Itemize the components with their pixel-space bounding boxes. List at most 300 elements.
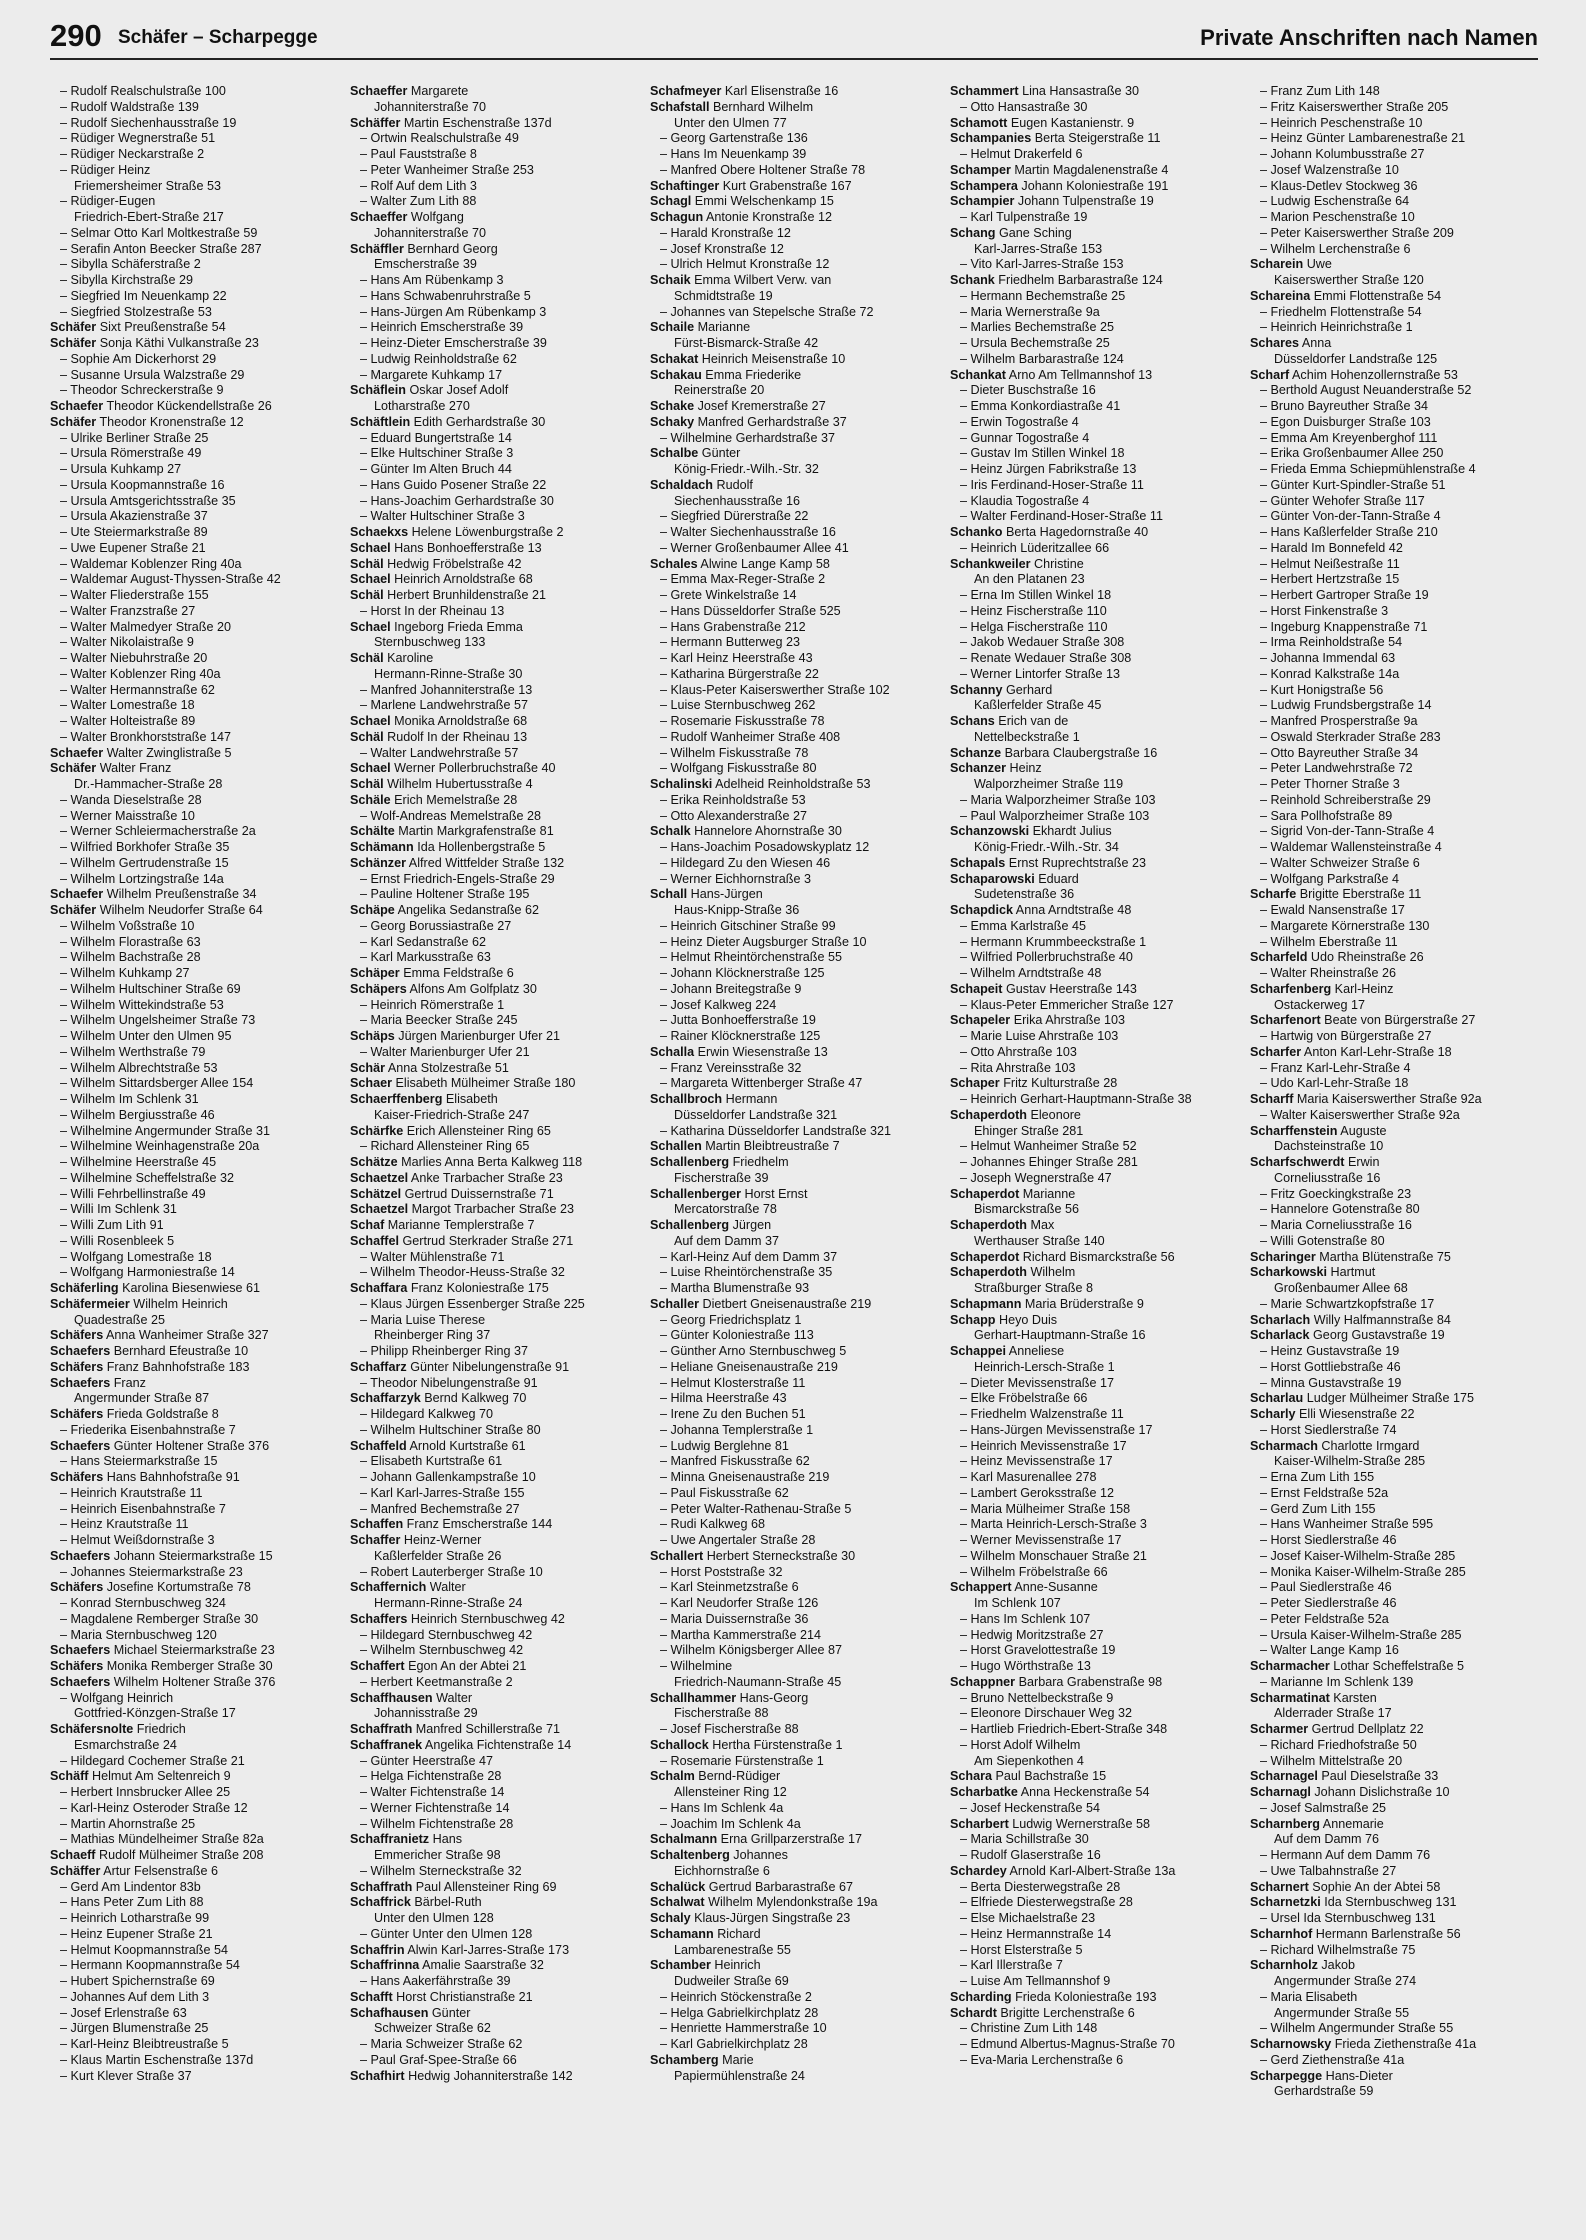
directory-entry: Quadestraße 25: [74, 1312, 166, 1327]
directory-entry: – Josef Erlenstraße 63: [60, 2005, 187, 2020]
directory-entry: [350, 761, 636, 777]
entry-surname: Schallenberg: [650, 1155, 730, 1169]
directory-entry: – Monika Kaiser-Wilhelm-Straße 285: [1260, 1564, 1466, 1579]
column-4: [950, 84, 1236, 2224]
directory-entry: – Hartwig von Bürgerstraße 27: [1260, 1029, 1432, 1043]
directory-entry: – Konrad Kalkstraße 14a: [1260, 666, 1400, 681]
directory-entry: – Wilhelm Arndtstraße 48: [960, 966, 1102, 980]
directory-entry: – Georg Friedrichsplatz 1: [660, 1312, 802, 1327]
directory-entry: – Wilhelm Angermunder Straße 55: [1260, 2021, 1454, 2036]
entry-details: Monika Arnoldstraße 68: [390, 714, 528, 728]
directory-entry: [950, 116, 1236, 132]
directory-entry: – Heinrich Peschenstraße 10: [1260, 115, 1423, 130]
entry-surname: Schäflein: [350, 383, 406, 398]
directory-entry: [950, 273, 1236, 289]
directory-entry: – Paul Fiskusstraße 62: [660, 1485, 789, 1500]
directory-entry: Eichhornstraße 6: [674, 1863, 770, 1878]
directory-entry: – Wilhelmine Heerstraße 45: [60, 1155, 217, 1169]
directory-entry: – Hannelore Gotenstraße 80: [1260, 1202, 1420, 1217]
directory-entry: [350, 777, 636, 793]
entry-details: Martin Eschenstraße 137d: [400, 115, 552, 130]
directory-entry: Emmericher Straße 98: [374, 1848, 501, 1862]
directory-entry: – Serafin Anton Beecker Straße 287: [60, 241, 262, 256]
directory-entry: – Paul Siedlerstraße 46: [1260, 1580, 1392, 1595]
directory-entry: [650, 352, 936, 368]
directory-entry: – Ernst Feldstraße 52a: [1260, 1485, 1389, 1500]
entry-details: Josefine Kortumstraße 78: [103, 1580, 251, 1595]
directory-entry: Werthauser Straße 140: [974, 1233, 1105, 1248]
entry-details: Gertrud Barbarastraße 67: [705, 1879, 854, 1894]
directory-entry: – Hermann Koopmannstraße 54: [60, 1958, 240, 1973]
directory-entry: – Ursula Römerstraße 49: [60, 446, 202, 461]
directory-entry: – Erna Zum Lith 155: [1260, 1470, 1375, 1484]
entry-surname: Scharfenort: [1250, 1013, 1321, 1028]
directory-entry: – Hermann Bechemstraße 25: [960, 288, 1126, 303]
directory-entry: – Hermann Butterweg 23: [660, 635, 801, 650]
directory-entry: [350, 572, 636, 588]
directory-entry: [50, 1297, 336, 1313]
directory-entry: – Irma Reinholdstraße 54: [1260, 635, 1403, 650]
directory-entry: – Manfred Bechemstraße 27: [360, 1501, 520, 1516]
directory-entry: – Rudi Kalkweg 68: [660, 1517, 766, 1532]
directory-entry: – Martin Ahornstraße 25: [60, 1816, 196, 1831]
directory-entry: – Hubert Spichernstraße 69: [60, 1974, 215, 1988]
directory-entry: Friedrich-Ebert-Straße 217: [74, 210, 224, 224]
entry-surname: Schaekxs: [350, 525, 409, 539]
directory-entry: Dachsteinstraße 10: [1274, 1139, 1384, 1154]
entry-surname: Schäpe: [350, 903, 395, 917]
directory-entry: – Ursula Bechemstraße 25: [960, 336, 1110, 350]
entry-details: Hertha Fürstenstraße 1: [708, 1737, 843, 1752]
directory-entry: [350, 525, 636, 541]
entry-details: Franz Bahnhofstraße 183: [103, 1359, 250, 1374]
directory-entry: Kaßlerfelder Straße 45: [974, 698, 1102, 713]
entry-details: Wilhelm: [1026, 1265, 1076, 1280]
entry-details: Arnold Kurtstraße 61: [406, 1438, 526, 1453]
entry-details: Heinz: [1006, 761, 1042, 776]
directory-entry: – Gerd Ziethenstraße 41a: [1260, 2052, 1405, 2067]
directory-entry: [350, 840, 636, 856]
directory-entry: [50, 320, 336, 336]
entry-surname: Schares: [1250, 336, 1300, 350]
directory-entry: – Johann Gallenkampstraße 10: [360, 1470, 536, 1484]
entry-details: Rudolf Mülheimer Straße 208: [95, 1848, 264, 1862]
directory-entry: – Paul Fauststraße 8: [360, 147, 477, 161]
entry-details: Bernhard Efeustraße 10: [110, 1344, 249, 1358]
directory-entry: – Wilhelm Bachstraße 28: [60, 950, 201, 965]
entry-details: Hans-Jürgen: [687, 887, 763, 902]
page-header: [50, 18, 1538, 54]
directory-entry: [350, 1439, 636, 1455]
directory-entry: [950, 761, 1236, 777]
directory-entry: [650, 1155, 936, 1171]
directory-entry: [650, 1549, 936, 1565]
directory-entry: Kaßlerfelder Straße 26: [374, 1548, 502, 1563]
directory-entry: – Peter Kaiserswerther Straße 209: [1260, 225, 1454, 240]
directory-entry: [650, 777, 936, 793]
directory-entry: [650, 179, 936, 195]
header-rule: [50, 58, 1538, 60]
directory-entry: [350, 966, 636, 982]
entry-details: Arno Am Tellmannshof 13: [1006, 367, 1153, 382]
directory-entry: – Elke Fröbelstraße 66: [960, 1391, 1088, 1406]
directory-entry: – Klaus Jürgen Essenberger Straße 225: [360, 1296, 585, 1311]
directory-entry: – Hans Steiermarkstraße 15: [60, 1454, 218, 1469]
directory-entry: – Waldemar August-Thyssen-Straße 42: [60, 572, 281, 587]
directory-entry: – Berthold August Neuanderstraße 52: [1260, 383, 1472, 398]
directory-entry: [650, 1832, 936, 1848]
entry-details: Sixt Preußenstraße 54: [96, 320, 226, 335]
entry-details: Heinrich Meisenstraße 10: [698, 351, 846, 366]
directory-entry: – Waldemar Wallensteinstraße 4: [1260, 840, 1442, 854]
directory-entry: – Wilfried Pollerbruchstraße 40: [960, 950, 1133, 965]
directory-entry: [1250, 257, 1536, 273]
entry-surname: Schäpers: [350, 981, 407, 996]
directory-entry: [650, 1880, 936, 1896]
directory-entry: – Emma Am Kreyenberghof 111: [1260, 430, 1438, 445]
directory-entry: [50, 1376, 336, 1392]
directory-entry: – Erika Großenbaumer Allee 250: [1260, 446, 1444, 461]
directory-entry: – Ulrike Berliner Straße 25: [60, 430, 209, 445]
directory-entry: – Walter Lomestraße 18: [60, 698, 195, 713]
directory-entry: – Werner Großenbaumer Allee 41: [660, 540, 849, 555]
directory-entry: [350, 1187, 636, 1203]
directory-entry: – Walter Nikolaistraße 9: [60, 635, 194, 650]
directory-entry: – Günter Im Alten Bruch 44: [360, 462, 512, 476]
directory-entry: – Ernst Friedrich-Engels-Straße 29: [360, 871, 555, 886]
entry-details: Wolfgang: [407, 210, 464, 224]
entry-surname: Schallenberger: [650, 1186, 741, 1201]
directory-entry: – Georg Borussiastraße 27: [360, 918, 512, 933]
directory-entry: – Emma Max-Reger-Straße 2: [660, 572, 826, 587]
directory-entry: [350, 1580, 636, 1596]
directory-entry: – Heinrich Mevissenstraße 17: [960, 1438, 1127, 1453]
directory-entry: [350, 1124, 636, 1140]
directory-entry: – Wolfgang Heinrich: [60, 1690, 174, 1705]
entry-details: Hermann: [722, 1092, 778, 1106]
entry-details: Walter Franz: [96, 761, 172, 776]
directory-entry: – Klaus Martin Eschenstraße 137d: [60, 2052, 254, 2067]
directory-entry: Auf dem Damm 76: [1274, 1832, 1379, 1847]
entry-surname: Scharnowsky: [1250, 2037, 1332, 2051]
entry-details: Barbara Grabenstraße 98: [1015, 1674, 1163, 1689]
directory-entry: – Kurt Klever Straße 37: [60, 2068, 192, 2083]
directory-entry: [950, 982, 1236, 998]
directory-entry: – Klaus-Detlev Stockweg 36: [1260, 178, 1418, 193]
entry-surname: Schäftlein: [350, 414, 411, 429]
directory-entry: [50, 336, 336, 352]
directory-entry: – Karl Illerstraße 7: [960, 1958, 1063, 1973]
directory-entry: – Wilhelm Gertrudenstraße 15: [60, 855, 229, 870]
directory-entry: [50, 1470, 336, 1486]
entry-details: Hedwig Fröbelstraße 42: [383, 556, 522, 571]
directory-entry: [50, 1407, 336, 1423]
directory-columns: [50, 84, 1538, 2224]
directory-entry: [650, 1092, 936, 1108]
directory-entry: Emscherstraße 39: [374, 257, 477, 272]
entry-details: Marianne: [1019, 1186, 1076, 1201]
directory-entry: – Josef Kaiser-Wilhelm-Straße 285: [1260, 1548, 1456, 1563]
directory-entry: – Renate Wedauer Straße 308: [960, 651, 1132, 665]
entry-details: Berta Steigerstraße 11: [1031, 131, 1161, 146]
directory-entry: – Ursula Amtsgerichtsstraße 35: [60, 493, 236, 508]
directory-entry: – Wilhelm Albrechtstraße 53: [60, 1060, 218, 1075]
entry-surname: Scharinger: [1250, 1249, 1316, 1264]
directory-entry: [350, 1880, 636, 1896]
directory-entry: – Harald Kronstraße 12: [660, 225, 791, 240]
directory-entry: [1250, 2069, 1536, 2085]
directory-entry: – Wilhelm Theodor-Heuss-Straße 32: [360, 1265, 565, 1280]
entry-details: Walter: [432, 1690, 473, 1705]
entry-surname: Schäfer: [50, 903, 97, 917]
directory-entry: – Willi Fehrbellinstraße 49: [60, 1186, 206, 1201]
directory-entry: – Ludwig Reinholdstraße 62: [360, 351, 517, 366]
entry-surname: Scharmatinat: [1250, 1690, 1330, 1705]
entry-surname: Schäferling: [50, 1281, 119, 1295]
directory-entry: [50, 887, 336, 903]
directory-entry: [650, 1045, 936, 1061]
entry-details: Marie: [718, 2052, 754, 2067]
directory-entry: [1250, 1391, 1536, 1407]
entry-details: Johann Steiermarkstraße 15: [110, 1548, 273, 1563]
entry-details: Anton Karl-Lehr-Straße 18: [1301, 1044, 1452, 1059]
entry-surname: Schaefers: [50, 1548, 111, 1563]
directory-entry: – Klaus-Peter Emmericher Straße 127: [960, 997, 1174, 1012]
directory-entry: [350, 982, 636, 998]
directory-entry: – Siegfried Im Neuenkamp 22: [60, 288, 227, 303]
directory-entry: – Hildegard Cochemer Straße 21: [60, 1753, 245, 1768]
entry-details: Michael Steiermarkstraße 23: [110, 1643, 275, 1658]
directory-entry: – Wilhelmine Scheffelstraße 32: [60, 1170, 235, 1185]
directory-entry: Straßburger Straße 8: [974, 1281, 1093, 1295]
directory-entry: – Friedhelm Flottenstraße 54: [1260, 304, 1422, 319]
directory-entry: – Luise Sternbuschweg 262: [660, 698, 816, 713]
entry-details: Hannelore Ahornstraße 30: [690, 824, 842, 839]
entry-details: Paul Allensteiner Ring 69: [412, 1879, 557, 1894]
directory-entry: [950, 194, 1236, 210]
directory-entry: – Paul Walporzheimer Straße 103: [960, 808, 1150, 823]
entry-details: Heinrich: [710, 1958, 761, 1973]
entry-details: Monika Remberger Straße 30: [103, 1659, 273, 1673]
entry-details: Emma Wilbert Verw. van: [690, 273, 832, 287]
directory-entry: – Heinrich Emscherstraße 39: [360, 320, 524, 335]
directory-entry: – Werner Fichtenstraße 14: [360, 1800, 510, 1815]
entry-surname: Schalmann: [650, 1832, 718, 1847]
directory-entry: [350, 1990, 636, 2006]
directory-entry: – Klaudia Togostraße 4: [960, 493, 1090, 508]
directory-entry: [50, 1675, 336, 1691]
directory-entry: [950, 163, 1236, 179]
directory-entry: – Johannes Ehinger Straße 281: [960, 1155, 1138, 1169]
directory-entry: – Selmar Otto Karl Moltkestraße 59: [60, 225, 258, 240]
directory-entry: [350, 2006, 636, 2022]
directory-entry: – Maria Walporzheimer Straße 103: [960, 792, 1156, 807]
directory-entry: [650, 100, 936, 116]
directory-entry: [650, 1187, 936, 1203]
entry-details: Anna Arndtstraße 48: [1013, 903, 1132, 917]
directory-entry: [350, 557, 636, 573]
entry-details: Bernd Kalkweg 70: [420, 1391, 527, 1406]
directory-entry: – Eleonore Dirschauer Weg 32: [960, 1706, 1132, 1721]
directory-entry: [650, 84, 936, 100]
directory-entry: – Johann Kolumbusstraße 27: [1260, 147, 1425, 161]
directory-entry: [950, 226, 1236, 242]
directory-entry: [50, 1328, 336, 1344]
entry-details: Eleonore: [1026, 1107, 1081, 1122]
directory-entry: – Josef Walzenstraße 10: [1260, 162, 1399, 177]
entry-details: Annemarie: [1320, 1816, 1384, 1831]
directory-entry: [650, 273, 936, 289]
directory-entry: – Manfred Prosperstraße 9a: [1260, 714, 1418, 728]
directory-entry: [1250, 1439, 1536, 1455]
directory-entry: – Walter Lange Kamp 16: [1260, 1643, 1399, 1658]
entry-details: Heinz-Werner: [400, 1533, 482, 1547]
entry-surname: Schara: [950, 1769, 993, 1784]
entry-details: Hans-Dieter: [1322, 2068, 1393, 2083]
directory-entry: [50, 1549, 336, 1565]
directory-entry: – Wilhelm Lerchenstraße 6: [1260, 241, 1411, 256]
directory-entry: – Jürgen Blumenstraße 25: [60, 2021, 209, 2036]
directory-entry: – Hildegard Sternbuschweg 42: [360, 1627, 533, 1642]
entry-surname: Schaetzel: [350, 1202, 409, 1217]
entry-surname: Schallen: [650, 1139, 702, 1154]
entry-details: Artur Felsenstraße 6: [100, 1863, 218, 1878]
entry-details: Günter Nibelungenstraße 91: [406, 1359, 570, 1374]
directory-entry: – Otto Bayreuther Straße 34: [1260, 745, 1419, 760]
entry-details: Josef Kremerstraße 27: [694, 399, 826, 413]
directory-entry: – Fritz Goeckingkstraße 23: [1260, 1186, 1412, 1201]
directory-entry: [950, 1187, 1236, 1203]
directory-entry: – Franz Karl-Lehr-Straße 4: [1260, 1060, 1411, 1075]
entry-details: Arnold Karl-Albert-Straße 13a: [1006, 1863, 1176, 1878]
directory-entry: [950, 1580, 1236, 1596]
directory-entry: [350, 1738, 636, 1754]
directory-entry: – Marie Schwartzkopfstraße 17: [1260, 1296, 1435, 1311]
directory-entry: – Franz Vereinsstraße 32: [660, 1060, 802, 1075]
directory-entry: – Heliane Gneisenaustraße 219: [660, 1359, 838, 1374]
directory-entry: – Hermann Krummbeeckstraße 1: [960, 934, 1147, 949]
directory-entry: [1250, 1958, 1536, 1974]
directory-entry: [650, 887, 936, 903]
entry-surname: Schagun: [650, 210, 704, 224]
directory-entry: [350, 84, 636, 100]
entry-surname: Schamann: [650, 1926, 714, 1941]
directory-entry: – Marlies Bechemstraße 25: [960, 320, 1114, 335]
entry-surname: Schaller: [650, 1296, 700, 1311]
directory-entry: – Horst Poststraße 32: [660, 1564, 783, 1579]
directory-entry: [350, 1391, 636, 1407]
directory-entry: – Rosemarie Fiskusstraße 78: [660, 714, 825, 728]
directory-entry: – Uwe Eupener Straße 21: [60, 540, 206, 555]
entry-surname: Schänzer: [350, 855, 406, 870]
directory-entry: – Heinrich Gerhart-Hauptmann-Straße 38: [960, 1092, 1192, 1106]
entry-surname: Scharbatke: [950, 1785, 1018, 1799]
directory-entry: – Otto Alexanderstraße 27: [660, 808, 808, 823]
entry-surname: Schaftinger: [650, 178, 720, 193]
directory-entry: – Josef Kronstraße 12: [660, 241, 784, 256]
entry-details: Hermann Barlenstraße 56: [1312, 1926, 1461, 1941]
directory-entry: [1250, 1817, 1536, 1833]
directory-entry: [1250, 1155, 1536, 1171]
entry-details: Hans: [429, 1832, 462, 1847]
entry-details: Udo Rheinstraße 26: [1307, 950, 1424, 965]
directory-entry: – Ortwin Realschulstraße 49: [360, 131, 519, 146]
directory-entry: [950, 525, 1236, 541]
entry-surname: Schaldach: [650, 477, 713, 492]
directory-entry: [1250, 1250, 1536, 1266]
entry-details: Edith Gerhardstraße 30: [410, 414, 546, 429]
directory-entry: – Kurt Honigstraße 56: [1260, 682, 1384, 697]
directory-entry: – Wilhelm Mittelstraße 20: [1260, 1753, 1403, 1768]
entry-surname: Schaffrinna: [350, 1958, 420, 1973]
directory-entry: – Wilhelm Lortzingstraße 14a: [60, 871, 224, 886]
entry-surname: Schämann: [350, 840, 414, 854]
entry-surname: Schaltenberg: [650, 1848, 730, 1862]
directory-entry: [650, 2053, 936, 2069]
entry-surname: Schaeff: [50, 1848, 96, 1862]
entry-surname: Schamott: [950, 115, 1008, 130]
directory-entry: Friedrich-Naumann-Straße 45: [674, 1674, 842, 1689]
entry-surname: Scharnagel: [1250, 1769, 1318, 1784]
entry-surname: Schätzel: [350, 1186, 402, 1201]
directory-entry: [950, 872, 1236, 888]
entry-surname: Schäffer: [350, 115, 401, 130]
entry-surname: Schalück: [650, 1879, 706, 1894]
directory-entry: – Eva-Maria Lerchenstraße 6: [960, 2052, 1124, 2067]
directory-entry: [650, 446, 936, 462]
entry-details: Max: [1026, 1218, 1055, 1232]
entry-surname: Schappei: [950, 1344, 1006, 1358]
entry-details: Anke Trarbacher Straße 23: [408, 1170, 563, 1185]
entry-surname: Schäps: [350, 1029, 395, 1043]
directory-entry: König-Friedr.-Wilh.-Str. 34: [974, 840, 1119, 854]
directory-entry: [50, 1281, 336, 1297]
entry-surname: Schätze: [350, 1155, 398, 1169]
directory-entry: – Ursula Kuhkamp 27: [60, 462, 182, 476]
entry-surname: Scharein: [1250, 257, 1304, 272]
entry-surname: Schälte: [350, 824, 395, 839]
directory-entry: Fürst-Bismarck-Straße 42: [674, 336, 819, 350]
entry-surname: Schaffen: [350, 1517, 404, 1532]
directory-entry: Sternbuschweg 133: [374, 635, 486, 650]
entry-details: Achim Hohenzollernstraße 53: [1289, 367, 1458, 382]
entry-surname: Scharlack: [1250, 1328, 1310, 1343]
directory-entry: [1250, 1124, 1536, 1140]
entry-details: Margarete: [407, 84, 469, 98]
entry-surname: Schaly: [650, 1911, 691, 1925]
directory-entry: – Manfred Fiskusstraße 62: [660, 1454, 810, 1469]
directory-entry: [650, 1848, 936, 1864]
entry-surname: Schaperdot: [950, 1186, 1020, 1201]
directory-entry: – Wilhelm Bergiusstraße 46: [60, 1107, 215, 1122]
directory-entry: Bismarckstraße 56: [974, 1202, 1079, 1217]
directory-entry: [1250, 1407, 1536, 1423]
entry-details: Heinrich Sternbuschweg 42: [407, 1611, 565, 1626]
entry-details: Alwin Karl-Jarres-Straße 173: [404, 1942, 570, 1957]
entry-surname: Schäffler: [350, 241, 404, 256]
entry-surname: Scharnberg: [1250, 1816, 1320, 1831]
directory-entry: Mercatorstraße 78: [674, 1202, 777, 1217]
directory-entry: Angermunder Straße 87: [74, 1391, 210, 1406]
directory-entry: – Elfriede Diesterwegstraße 28: [960, 1895, 1133, 1910]
directory-entry: – Gunnar Togostraße 4: [960, 430, 1090, 445]
directory-entry: – Erna Im Stillen Winkel 18: [960, 588, 1112, 602]
directory-entry: Großenbaumer Allee 68: [1274, 1281, 1408, 1295]
directory-entry: – Wolfgang Harmoniestraße 14: [60, 1265, 235, 1280]
directory-entry: – Berta Diesterwegstraße 28: [960, 1879, 1121, 1894]
directory-entry: [350, 1061, 636, 1077]
entry-surname: Schäfers: [50, 1359, 104, 1374]
